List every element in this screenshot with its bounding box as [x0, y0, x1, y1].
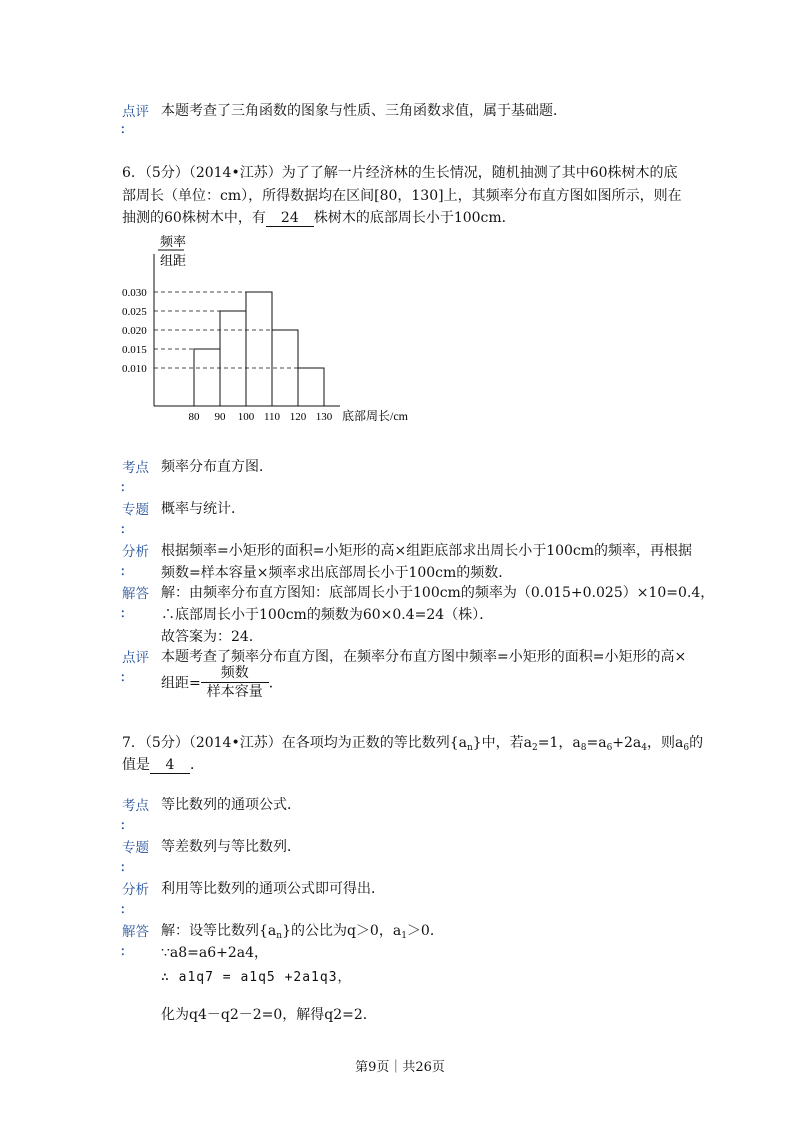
q6-jieda-line-1: 解：由频率分布直方图知：底部周长小于100cm的频率为（0.015+0.025）×10=0.4，	[161, 585, 715, 601]
histogram-bar	[298, 368, 324, 406]
q6-dianping-line-2-prefix: 组距=	[161, 675, 201, 692]
q7-stem-sub-8: 8	[580, 743, 587, 753]
q7-zhuanti-text: 等差数列与等比数列．	[161, 839, 301, 855]
q7-kaodian-text: 等比数列的通项公式．	[161, 797, 301, 813]
q6-jieda-line-3: 故答案为：24．	[161, 629, 263, 645]
q7-stem-part-i: +2a	[612, 735, 642, 751]
q7-stem-line-1	[122, 732, 703, 753]
prev-remark-colon: ：	[120, 122, 133, 136]
q7-jieda-label: 解答	[122, 924, 149, 940]
q7-stem-sub-6b: 6	[683, 743, 690, 753]
q7-stem-line-2	[122, 754, 204, 774]
y-tick-label: 0.010	[122, 363, 147, 375]
q7-stem-line-2-after: ．	[190, 757, 204, 773]
q7-jieda-line-2: ∵a8=a6+2a4，	[161, 945, 269, 961]
q7-jieda-line-1-sub-n: n	[276, 931, 283, 941]
q7-stem-part-m: 的	[689, 735, 704, 751]
q7-jieda-line-1-c: ＞0．	[406, 923, 444, 939]
q7-stem-part-c: }中，若a	[472, 735, 533, 751]
frequency-histogram	[118, 232, 418, 432]
q7-answer: 4	[165, 757, 175, 773]
q7-stem-line-2-before: 值是	[122, 757, 150, 773]
q7-stem-sub-4: 4	[641, 743, 648, 753]
y-tick-label: 0.015	[122, 344, 147, 356]
q7-jieda-line-1-b: }的公比为q＞0，a	[282, 923, 402, 939]
q7-answer-blank	[150, 757, 190, 774]
q6-jieda-label: 解答	[122, 586, 149, 602]
q7-fenxi-colon: ：	[120, 902, 133, 916]
q6-zhuanti-label: 专题	[122, 502, 149, 518]
x-tick-label: 110	[263, 411, 281, 423]
q6-stem-line-1: 6．（5分）（2014•江苏）为了了解一片经济林的生长情况，随机抽测了其中60株树木的底	[122, 165, 678, 181]
x-tick-label: 130	[315, 411, 333, 423]
q7-jieda-line-3: ∴ a1q7 = a1q5 +2a1q3，	[161, 970, 352, 985]
q7-jieda-line-1-a: 解：设等比数列{a	[161, 923, 277, 939]
q7-zhuanti-colon: ：	[120, 860, 133, 874]
q7-kaodian-colon: ：	[120, 818, 133, 832]
q6-dianping-colon: ：	[120, 670, 133, 684]
q7-jieda-line-1-sub-1: 1	[401, 931, 407, 941]
q6-dianping-line-2	[161, 664, 283, 701]
q7-zhuanti-label: 专题	[122, 840, 149, 856]
q6-dianping-line-2-suffix: ．	[268, 675, 283, 692]
q6-kaodian-text: 频率分布直方图．	[161, 459, 273, 475]
q6-answer-blank	[266, 210, 314, 227]
q6-jieda-colon: ：	[120, 606, 133, 620]
fraction-numerator: 频数	[201, 664, 269, 683]
q6-answer: 24	[280, 210, 299, 226]
x-tick-label: 90	[214, 411, 226, 423]
q6-fenxi-line-1: 根据频率=小矩形的面积=小矩形的高×组距底部求出周长小于100cm的频率，再根据	[161, 543, 693, 559]
q6-kaodian-label: 考点	[122, 460, 149, 476]
q7-stem-sub-n: n	[466, 743, 473, 753]
y-label-top: 频率	[160, 234, 187, 249]
x-tick-label: 80	[188, 411, 200, 423]
q6-dianping-line-1: 本题考查了频率分布直方图，在频率分布直方图中频率=小矩形的面积=小矩形的高×	[161, 649, 687, 665]
q6-stem-line-3	[122, 207, 516, 227]
x-tick-label: 100	[237, 411, 255, 423]
page-footer: 第9页｜共26页	[355, 1060, 445, 1075]
q7-stem-part-g: =a	[586, 735, 607, 751]
y-tick-label: 0.020	[122, 325, 147, 337]
q7-stem-sub-2: 2	[532, 743, 538, 753]
x-axis-label: 底部周长/cm	[342, 409, 408, 423]
histogram-bar	[194, 349, 220, 406]
q7-stem-part-e: =1，a	[537, 735, 581, 751]
q7-stem-sub-6: 6	[606, 743, 613, 753]
y-label-bottom: 组距	[160, 253, 187, 268]
q6-fenxi-line-2: 频数=样本容量×频率求出底部周长小于100cm的频数．	[161, 565, 513, 581]
histogram-bar	[220, 311, 246, 406]
histogram-bar	[246, 292, 272, 406]
fraction-denominator: 样本容量	[206, 684, 263, 700]
q7-fenxi-label: 分析	[122, 882, 149, 898]
q7-jieda-line-4: 化为q4－q2－2=0，解得q2=2．	[161, 1007, 377, 1023]
q6-fenxi-colon: ：	[120, 564, 133, 578]
q7-jieda-colon: ：	[120, 944, 133, 958]
q7-jieda-line-1	[161, 920, 444, 941]
q6-zhuanti-text: 概率与统计．	[161, 501, 245, 517]
q6-stem-line-2: 部周长（单位：cm），所得数据均在区间[80，130]上，其频率分布直方图如图所示，则在	[122, 188, 682, 204]
q6-stem-line-3-after: 株树木的底部周长小于100cm．	[313, 210, 516, 226]
q6-jieda-line-2: ∴底部周长小于100cm的频数为60×0.4=24（株）．	[161, 607, 494, 623]
q6-kaodian-colon: ：	[120, 480, 133, 494]
prev-remark-label: 点评	[122, 104, 149, 120]
q6-fenxi-label: 分析	[122, 544, 149, 560]
q6-stem-line-3-before: 抽测的60株树木中，有	[122, 210, 266, 226]
q6-dianping-label: 点评	[122, 650, 149, 666]
q7-stem-part-a: 7．（5分）（2014•江苏）在各项均为正数的等比数列{a	[122, 735, 467, 751]
q7-stem-part-k: ，则a	[647, 735, 684, 751]
prev-remark-text: 本题考查了三角函数的图象与性质、三角函数求值，属于基础题．	[161, 103, 567, 119]
x-tick-label: 120	[289, 411, 307, 423]
q7-kaodian-label: 考点	[122, 798, 149, 814]
q7-fenxi-text: 利用等比数列的通项公式即可得出．	[161, 881, 385, 897]
y-tick-label: 0.030	[122, 287, 147, 299]
q6-zhuanti-colon: ：	[120, 522, 133, 536]
y-tick-label: 0.025	[122, 306, 147, 318]
ratio-fraction	[201, 664, 269, 701]
